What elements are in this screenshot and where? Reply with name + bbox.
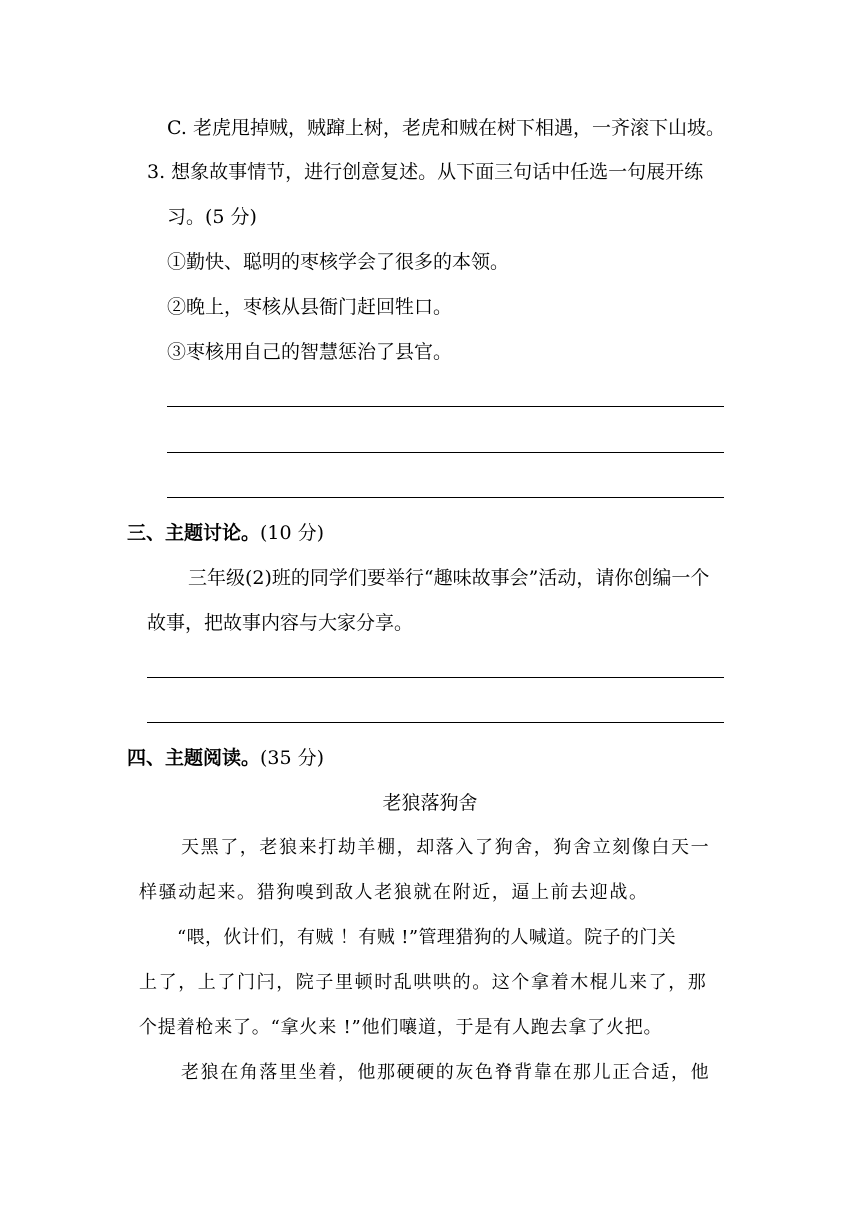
answer-line-q3-3[interactable]	[167, 497, 724, 498]
section-3-score: (10 分)	[260, 522, 325, 544]
choice-2: ②晚上，枣核从县衙门赶回牲口。	[167, 296, 453, 318]
section-3-prompt-line-1: 三年级(2)班的同学们要举行“趣味故事会”活动，请你创编一个	[188, 567, 710, 589]
section-3-heading	[127, 524, 324, 543]
passage-p1-line-2: 样骚动起来。猎狗嗅到敌人老狼就在附近，逼上前去迎战。	[139, 882, 649, 903]
section-3-prompt-line-2: 故事，把故事内容与大家分享。	[147, 612, 414, 634]
question-3-line-2: 习。(5 分)	[167, 206, 257, 228]
choice-3: ③枣核用自己的智慧惩治了县官。	[167, 341, 453, 363]
passage-p1-line-1: 天黑了，老狼来打劫羊棚，却落入了狗舍，狗舍立刻像白天一	[181, 837, 711, 858]
passage-p2-line-2: 上了，上了门闩，院子里顿时乱哄哄的。这个拿着木棍儿来了，那	[139, 972, 708, 993]
answer-line-s3-2[interactable]	[147, 722, 724, 723]
answer-line-s3-1[interactable]	[147, 677, 724, 678]
section-4-heading	[127, 749, 324, 768]
question-3-line-1: 3. 想象故事情节，进行创意复述。从下面三句话中任选一句展开练	[147, 161, 704, 183]
section-4-title: 四、主题阅读。	[127, 747, 261, 769]
passage-title: 老狼落狗舍	[382, 792, 478, 814]
passage-p3-line-1: 老狼在角落里坐着，他那硬硬的灰色脊背靠在那儿正合适，他	[181, 1062, 711, 1083]
passage-p2-line-1: “喂，伙计们，有贼 ！有贼 !”管理猎狗的人喊道。院子的门关	[177, 927, 677, 948]
choice-1: ①勤快、聪明的枣核学会了很多的本领。	[167, 251, 510, 273]
option-c: C. 老虎甩掉贼，贼蹿上树，老虎和贼在树下相遇，一齐滚下山坡。	[167, 117, 725, 139]
section-4-score: (35 分)	[260, 747, 325, 769]
section-3-title: 三、主题讨论。	[127, 522, 261, 544]
answer-line-q3-1[interactable]	[167, 406, 724, 407]
passage-p2-line-3: 个提着枪来了。“拿火来 !”他们嚷道，于是有人跑去拿了火把。	[139, 1017, 663, 1038]
answer-line-q3-2[interactable]	[167, 452, 724, 453]
